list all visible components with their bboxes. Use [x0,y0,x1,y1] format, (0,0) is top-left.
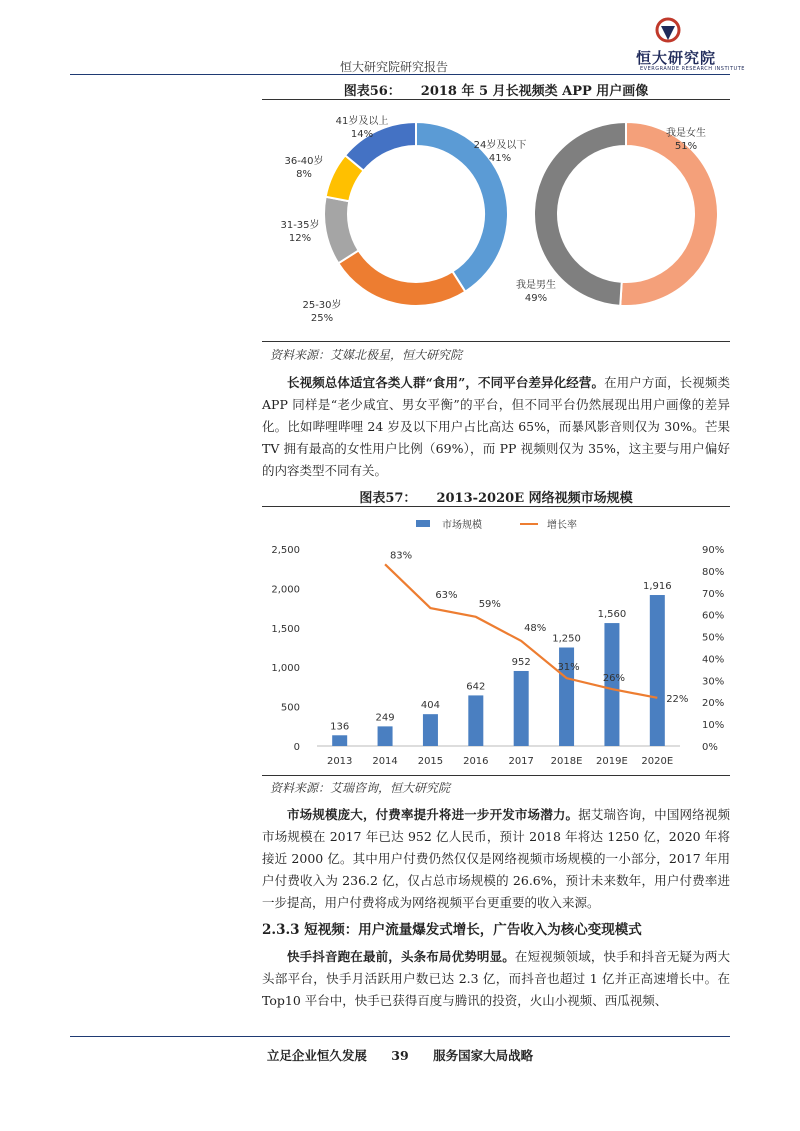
age-value-1: 25% [310,313,334,324]
bar-value-2016: 642 [466,681,486,693]
figure56-top-rule [262,99,730,100]
y-tick-2,000: 2,000 [271,584,300,596]
y2-tick-30%: 30% [702,676,725,688]
logo-name: 恒大研究院 [636,49,717,67]
growth-label-2018E: 31% [557,662,580,674]
x-tick-2016: 2016 [463,756,489,767]
age-value-3: 8% [296,169,312,180]
x-tick-2014: 2014 [372,756,398,767]
y-tick-1,000: 1,000 [271,663,300,675]
bar-2017 [514,671,529,746]
legend-bar-swatch [416,520,430,527]
figure56-title [262,80,730,99]
y-tick-2,500: 2,500 [271,545,300,556]
bar-value-2014: 249 [375,712,395,724]
y-tick-1,500: 1,500 [271,623,300,635]
x-tick-2013: 2013 [326,756,353,767]
x-tick-2019E: 2019E [596,756,628,767]
x-tick-2015: 2015 [417,756,444,767]
paragraph1-lead: 长视频总体适宜各类人群“食用”，不同平台差异化经营。 [287,375,605,390]
footer-right-slogan: 服务国家大局战略 [433,1048,534,1063]
page-number: 39 [391,1048,409,1063]
figure56-bottom-rule [262,341,730,342]
bar-2016 [468,695,483,746]
x-tick-2017: 2017 [508,756,534,767]
gender-label-0: 我是女生 [666,128,706,139]
report-header-title: 恒大研究院研究报告 [340,60,449,74]
age-label-1: 25-30岁 [302,300,342,311]
gender-label-1: 我是男生 [516,280,556,291]
y2-tick-0%: 0% [702,742,718,753]
bar-value-2013: 136 [330,721,350,733]
y-tick-500: 500 [280,702,300,714]
y2-tick-90%: 90% [702,545,725,556]
growth-label-2015: 63% [435,590,458,602]
bar-value-2019E: 1,560 [597,609,627,621]
growth-label-2014: 83% [389,550,413,562]
header-divider [70,74,730,75]
figure57-label: 图表57： [359,491,417,506]
paragraph-short-video [262,946,730,1012]
page-footer [0,1046,800,1064]
market-size-chart [271,518,724,767]
growth-label-2020E: 22% [666,693,689,705]
bar-value-2018E: 1,250 [552,633,581,645]
paragraph-long-video [262,372,730,482]
y2-tick-50%: 50% [702,632,725,644]
paragraph3-lead: 快手抖音跑在最前，头条布局优势明显。 [287,949,515,964]
logo-emblem-icon [640,14,750,48]
paragraph-market-size [262,804,730,914]
y2-tick-40%: 40% [702,654,725,666]
legend-bar-label: 市场规模 [442,520,482,531]
gender-value-1: 49% [524,293,548,304]
figure57-source: 资料来源：艾瑞咨询，恒大研究院 [270,781,451,795]
bar-value-2017: 952 [511,656,531,668]
bar-2019E [604,623,619,746]
bar-2015 [423,714,438,746]
gender-value-0: 51% [674,141,698,152]
donut-slice-我是女生 [620,122,718,306]
donut-slice-31-35岁 [324,197,359,264]
figure57-combo-chart [262,509,730,773]
age-label-4: 41岁及以上 [335,116,389,127]
age-label-3: 36-40岁 [284,156,324,167]
figure57-top-rule [262,506,730,507]
bar-value-2015: 404 [420,700,440,712]
bar-value-2020E: 1,916 [642,581,672,593]
y-tick-0: 0 [293,742,300,753]
growth-label-2019E: 26% [602,673,626,685]
paragraph1-body: 在用户方面，长视频类 APP 同样是“老少咸宜、男女平衡”的平台，但不同平台仍然展现出用户画像的差异化。比如哔哩哔哩 24 岁及以下用户占比高达 65%，而暴风影音则仅为 30%。芒果 TV 拥有最高的女性用户比例（69%），而 PP 视频则仅为 35%，这主要与用户偏好的内容类型不同有关。 [262,375,730,478]
y2-tick-60%: 60% [702,610,725,622]
growth-label-2016: 59% [478,598,501,610]
age-value-2: 12% [288,233,312,244]
donut-slice-我是男生 [534,122,626,306]
figure56-label: 图表56： [343,84,401,99]
y2-tick-80%: 80% [702,566,725,578]
paragraph2-body: 据艾瑞咨询，中国网络视频市场规模在 2017 年已达 952 亿人民币，预计 2018 年将达 1250 亿，2020 年将接近 2000 亿。其中用户付费仍然仅仅是网络视频市场规模的一小部分，2017 年用户付费收入为 236.2 亿，仅占总市场规模的 26.6%，预计未来数年，用户付费率进一步提高，用户付费将成为网络视频平台更重要的收入来源。 [262,807,730,910]
figure56-donut-charts [262,102,730,338]
figure57-caption: 2013-2020E 网络视频市场规模 [436,491,633,506]
bar-2020E [650,595,665,746]
age-label-2: 31-35岁 [280,220,320,231]
paragraph2-lead: 市场规模庞大，付费率提升将进一步开发市场潜力。 [287,807,579,822]
age-label-0: 24岁及以下 [473,140,527,151]
figure56-caption: 2018 年 5 月长视频类 APP 用户画像 [420,84,649,99]
legend-line-label: 增长率 [547,520,577,531]
age-value-0: 41% [488,153,512,164]
growth-label-2017: 48% [524,622,547,634]
y2-tick-10%: 10% [702,720,725,732]
footer-divider [70,1036,730,1037]
age-value-4: 14% [350,129,374,140]
y2-tick-20%: 20% [702,698,725,710]
paragraph3-body: 在短视频领域，快手和抖音无疑为两大头部平台，快手月活跃用户数已达 2.3 亿，而抖音也超过 1 亿并正高速增长中。在 Top10 平台中，快手已获得百度与腾讯的投资，火山小视频、西瓜视频、 [262,949,730,1008]
figure57-bottom-rule [262,775,730,776]
footer-left-slogan: 立足企业恒久发展 [266,1048,367,1063]
bar-2013 [332,735,347,746]
x-tick-2018E: 2018E [550,756,583,767]
section-heading: 2.3.3 短视频：用户流量爆发式增长，广告收入为核心变现模式 [262,922,642,938]
figure56-source: 资料来源：艾媒北极星，恒大研究院 [270,348,463,362]
donut-slice-25-30岁 [338,250,465,306]
x-tick-2020E: 2020E [641,756,674,767]
y2-tick-70%: 70% [702,588,725,600]
figure57-title [262,487,730,506]
logo-subtitle: EVERGRANDE RESEARCH INSTITUTE [640,66,745,72]
bar-2014 [378,726,393,746]
